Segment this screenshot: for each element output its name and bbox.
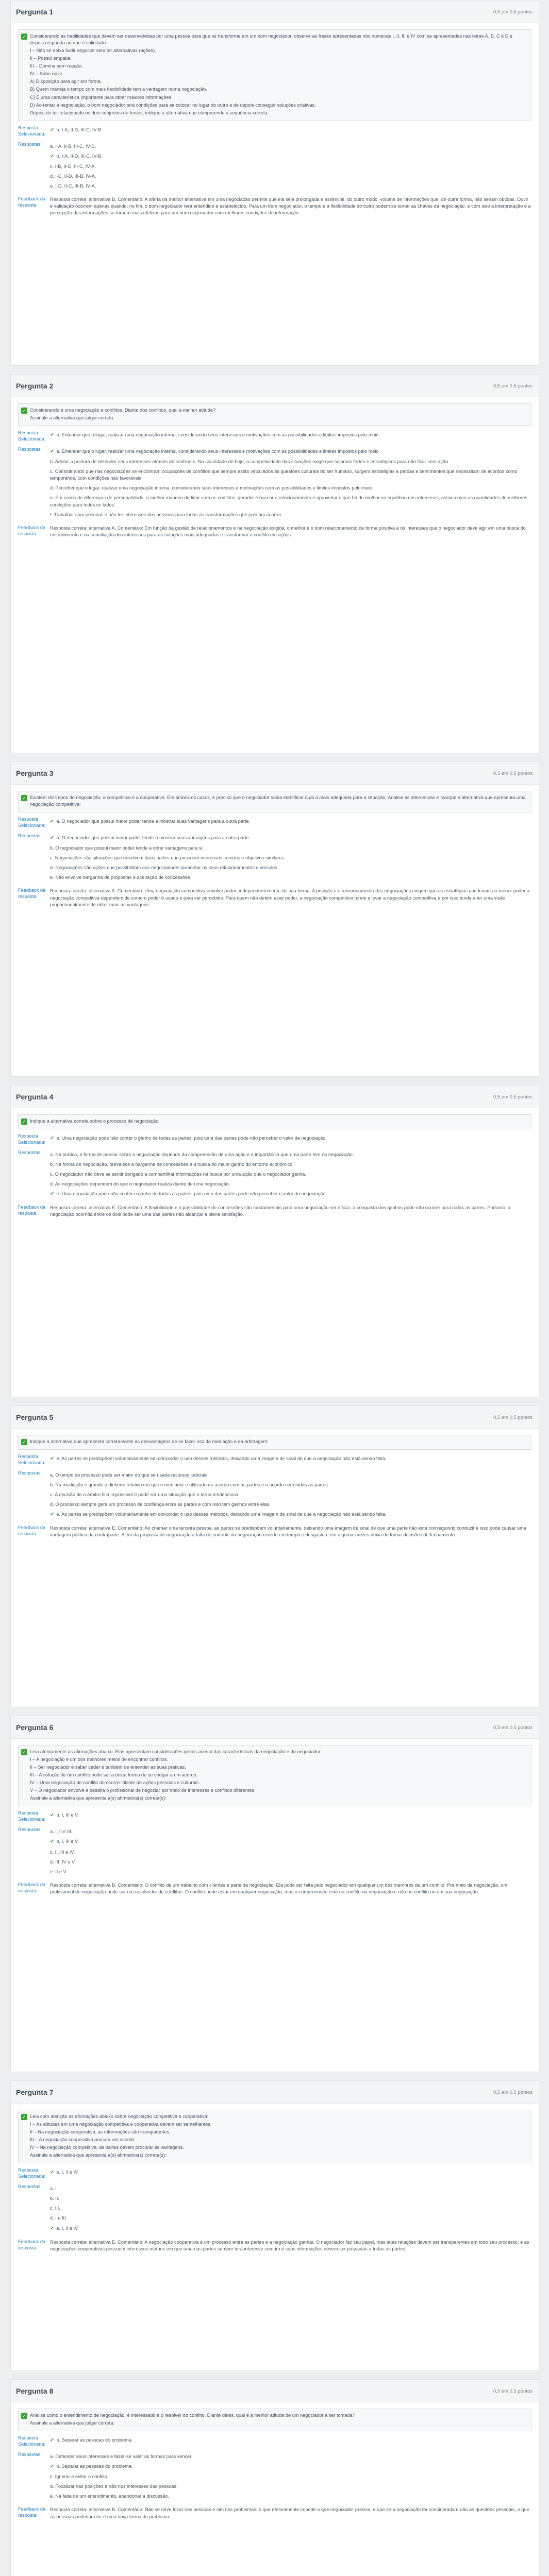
check-icon: ✔ [50,2464,55,2470]
statement-line: III – A negociação cooperativa procura um acordo. [30,2137,136,2143]
answer-option [50,181,531,191]
answer-option-text: c. III. [50,2206,60,2211]
selected-answer-label: Resposta Selecionada: [18,1454,46,1466]
question-header [11,2380,539,2402]
answer-option-text: c. Considerando que nas negociações se encontram ocupações de conflitos que sempre estão vinculados às questões culturais do ser humano, surgem estratégias a perdas e sentimentos que necessitam de acordos como temporários, com condições não favoráveis. [50,469,518,481]
selected-answer [50,1810,531,1821]
selected-answer-label: Resposta Selecionada: [18,430,46,442]
answer-option [50,510,531,520]
check-icon: ✔ [50,449,55,455]
selected-answer-label: Resposta Selecionada: [18,1133,46,1145]
feedback-label: Feedback da resposta: [18,1205,46,1216]
answer-option-text: e. I, II e IV. [56,2225,79,2231]
answer-option [50,447,531,457]
answer-option [50,1510,531,1520]
answer-option-text: b. Adotar a postura de defender seus interesses através do confronto. Na sociedade de hoje, a competividade das situações exige que sejamos fortes e estratégicos para não ficar sem ação. [50,459,450,465]
answer-option-text: b. O negociador que possui maior poder tende a obter vantagens para si. [50,845,204,851]
question-statement [18,2409,531,2431]
answer-option-text: b. II. [50,2196,59,2201]
check-icon: ✔ [50,1136,55,1142]
selected-answer-text: e. Uma negociação pode não conter o ganho de todas as partes, pois uma das partes pode não perceber o valor da negociação. [56,1136,327,1141]
question-card [10,761,539,1077]
answer-option [50,853,531,863]
feedback-label: Feedback da resposta: [18,2506,46,2518]
statement-line: Indique a alternativa correta sobre o processo de negociação. [30,1118,160,1124]
answer-option [50,1160,531,1170]
correct-check-icon: ✓ [21,1439,27,1445]
answer-option [50,162,531,172]
answer-option [50,1848,531,1857]
answer-option-text: d. As negociações dependem do que o negociador realiza diante de uma negociação. [50,1181,230,1187]
question-score: 0,5 em 0,5 pontos [493,383,533,389]
statement-line: C) É uma característica importante para obter maiores informações. [30,94,173,100]
correct-check-icon: ✓ [21,1749,27,1755]
feedback-label: Feedback da resposta: [18,2239,46,2250]
answer-option [50,2224,531,2234]
answer-option-text: a. Entender que o lugar, realizar uma negociação interna, considerando seus interesses e motivações com as possibilidades e limites impostos pelo meio. [56,449,380,454]
question-card [10,2379,539,2576]
answer-option-text: c. I-B, II-D, III-C, IV-A. [50,163,96,169]
question-score: 0,5 em 0,5 pontos [493,2090,533,2095]
answer-option-text: a. I-A, II-B, III-C, IV-D. [50,143,96,149]
answer-option [50,151,531,162]
answer-option-text: a. I, II e III. [50,1829,73,1835]
statement-line: Leia com atenção as afirmações abaixo sobre negociação competitiva e cooperativa: [30,2114,209,2119]
question-score: 0,5 em 0,5 pontos [493,9,533,15]
question-score: 0,5 em 0,5 pontos [493,2388,533,2394]
question-statement [18,2110,531,2163]
answer-option-text: e. Uma negociação pode não conter o ganho de todas as partes, pois uma das partes pode não perceber o valor da negociação. [56,1191,327,1197]
question-title: Pergunta 8 [16,2387,54,2395]
answer-option-text: b. I-A, II-D, III-C, IV-B. [56,153,103,159]
question-header [11,1086,539,1108]
answer-option [50,1867,531,1877]
question-card [10,1716,539,2072]
statement-line: B) Quem maneja o tempo com mais flexibilidade tem a vantagem numa negociação. [30,87,207,92]
statement-line: Assinale a alternativa que julgar correta: [30,415,114,421]
question-title: Pergunta 5 [16,1413,54,1421]
question-header [11,2081,539,2104]
answer-option [50,2204,531,2213]
statement-line: III – A solução de um conflito pode ser a única forma de se chegar a um acordo. [30,1772,198,1778]
answer-option [50,2213,531,2223]
statement-line: A) Disposição para agir em forma. [30,79,102,84]
answer-option-text: c. O negociador não deve se sentir obrigado a compartilhar informações na busca por uma ação que o negociador ganha. [50,1172,306,1177]
check-icon: ✔ [50,819,55,825]
question-title: Pergunta 3 [16,769,54,777]
selected-answer-text: b. I-A, II-D, III-C, IV-B. [56,127,103,132]
answer-option [50,863,531,873]
statement-line: IV – Uma negociação de conflito de ocorrer diante de ações pessoais e culturais. [30,1780,200,1786]
statement-line: Assinale a alternativa que julgar correta: [30,2420,114,2426]
answer-option-text: c. Ignorar e evitar o conflito. [50,2474,109,2480]
statement-line: III – Domina sem reação. [30,63,83,69]
selected-answer-label: Resposta Selecionada: [18,2167,46,2179]
check-icon: ✔ [50,2437,55,2444]
statement-line: Considerando as habilidades que devem ser desenvolvidas por uma pessoa para que se transforme em um bom negociador, observe as frases apresentadas nos numerais I, II, III e IV com as apresentadas nas letras A, B, C e D e depois responda ao que é solicitado: [30,33,513,46]
selected-answer-label: Resposta Selecionada: [18,817,46,828]
statement-line: IV – Sabe ouvir. [30,71,63,77]
question-score: 0,5 em 0,5 pontos [493,1415,533,1420]
feedback-text: Resposta correta: alternativa E. Comentário: Ao chamar uma terceira pessoa, as partes se predispõem voluntariamente, deixando uma imagem de sinal de que uma parte não está conseguindo conduzir e isso pode causar uma vantagem política da contraparte. Além da proposta de negociação a falta de controle da negociação reverte em tempo e desgaste e em algumas vezes deixa de tomar decisões de fechamento. [50,1526,526,1538]
statement-line: Depois de ter relacionado os dois conjuntos de frases, indique a alternativa que compreende a sequência correta: [30,110,269,115]
selected-answer [50,2435,531,2446]
statement-line: I – As atitudes em uma negociação competitiva e cooperativa devem ser semelhantes. [30,2122,212,2127]
feedback-label: Feedback da resposta: [18,524,46,536]
statement-line: IV – Na negociação competitiva, as partes devem procurar as vantagens. [30,2145,184,2150]
answer-option-text: e. As partes se predispõem voluntariamente em concordar o uso desses métodos, deixando uma imagem de sinal de que a negociação não está sendo feita. [56,1512,387,1517]
question-score: 0,5 em 0,5 pontos [493,771,533,776]
answer-option-text: d. I e III. [50,2215,68,2221]
answer-option [50,467,531,483]
statement-line: Indique a alternativa que apresenta corretamente as desvantagens de se fazer uso da mediação e da arbitragem: [30,1439,269,1444]
answer-option [50,2482,531,2492]
statement-line: Assinale a alternativa que apresenta a(s) afirmativa(s) correta(s): [30,2153,167,2158]
answer-option [50,1490,531,1500]
feedback-text: Resposta correta: alternativa B. Comentário: O conflito de um trabalho com clientes é parte da negociação. Ela pode ser feita pelo negociador em qualquer um dos membros de um conflito. Por meio da negociação, um profissional de negociação pode ser um resolvedor de conflitos. O conflito pode estar em qualquer negociação, mas a compreensão está no conflito da negociação e não no conflito ou em sua negociação. [50,1882,508,1894]
question-statement [18,1114,531,1129]
question-statement [18,29,531,121]
answers-label: Respostas: [18,2184,42,2190]
answers-label: Respostas: [18,1470,42,1476]
answer-option [50,873,531,883]
answer-option [50,2452,531,2462]
feedback-text: Resposta correta: alternativa E. Comentário: A negociação cooperativa é um processo entre as partes e a negociação ganhar. O negociador faz seu papel, mas suas relações devem ser transparentes em todo seu processo, e as negociações cooperativas possuem interesses mútuos em que uma das partes sempre terá interesse comum e suas informações devem ser passadas a todas as partes. [50,2239,529,2251]
answer-option [50,1189,531,1199]
statement-line: II – Ser negociador é saber ceder e também de entender as suas práticas. [30,1765,186,1770]
answer-option [50,142,531,151]
selected-answer-text: e. I, II e IV. [56,2170,79,2175]
question-header [11,1,539,23]
answers-label: Respostas: [18,2452,42,2458]
answers-label: Respostas: [18,141,42,147]
question-card [10,0,539,366]
answer-option-text: e. I-D, II-C, III-B, IV-A. [50,183,96,189]
selected-answer-label: Resposta Selecionada: [18,2435,46,2447]
answer-option [50,1150,531,1160]
answer-option-text: d. III, IV e V. [50,1859,76,1865]
answer-option-text: a. Na prática, a forma de pensar sobre a negociação depende da compreensão de uma ação e a importância que uma parte tem na negociação. [50,1151,354,1157]
answers-label: Respostas: [18,447,42,452]
selected-answer [50,2167,531,2178]
question-statement [18,1745,531,1806]
check-icon: ✔ [50,1812,55,1819]
statement-line: I – Não se deixa iludir negociar sem ter alternativas (ações). [30,48,156,54]
correct-check-icon: ✓ [21,1118,27,1125]
answer-option [50,843,531,853]
answer-option [50,1837,531,1847]
feedback-text: Resposta correta: alternativa A. Comentário: Em função da gestão de relacionamentos e na negociação exigida, o melhor é o bom relacionamento de forma positiva e os interesses que o negociador deve agir em uma busca do entendimento e na conciliação dos interesses para as soluções mais adequadas e transformar o conflito em ações. [50,525,526,537]
question-card [10,374,539,753]
answer-option [50,172,531,181]
selected-answer-label: Resposta Selecionada: [18,1810,46,1822]
correct-check-icon: ✓ [21,2114,27,2120]
answers-label: Respostas: [18,833,42,839]
answer-option-text: a. O negociador que possui maior poder tende a mostrar suas vantagens para a outra parte. [56,835,251,841]
answer-option-text: b. Separar as pessoas do problema. [56,2464,133,2469]
question-score: 0,5 em 0,5 pontos [493,1725,533,1731]
answer-option-text: d. Perceber que o lugar, realizar uma negociação interna, considerando seus interesses e motivações com as possibilidades e limites impostos pelo meio. [50,485,374,491]
answer-option [50,1827,531,1837]
correct-check-icon: ✓ [21,795,27,801]
answer-option [50,1170,531,1179]
question-title: Pergunta 6 [16,1723,54,1732]
statement-line: Assinale a alternativa que apresenta a(s) afirmativa(s) correta(s): [30,1795,167,1801]
question-card [10,2080,539,2371]
statement-line: Considerando a uma negociação e conflitos. Diante dos conflitos, qual a melhor atitude? [30,408,216,413]
feedback-label: Feedback da resposta: [18,1525,46,1537]
selected-answer-text: b. I, III e V. [56,1812,79,1818]
answer-option [50,833,531,843]
question-title: Pergunta 4 [16,1093,54,1101]
answer-option-text: e. Na falta de um entendimento, abandonar a discussão. [50,2494,169,2499]
statement-line: I – A negociação é um dos melhores meios de encontrar conflitos. [30,1757,169,1762]
answer-option [50,2184,531,2194]
question-statement [18,1435,531,1450]
answer-option-text: e. Não envolve barganha de propostas e aceitação de concessões. [50,875,192,880]
statement-line: V – O negociador envolve e desafia o profissional de negociar por meio de interesses e conflitos diferentes. [30,1788,256,1793]
selected-answer-text: e. As partes se predispõem voluntariamente em concordar o uso desses métodos, deixando uma imagem de sinal de que a negociação não está sendo feita. [56,1456,387,1462]
answer-option-text: d. O processo sempre gera um processo de confiança entre as partes e com isso tem ganhos entre elas. [50,1502,271,1507]
answer-option [50,2492,531,2501]
check-icon: ✔ [50,1839,55,1845]
question-header [11,1406,539,1429]
feedback-text: Resposta correta: alternativa B. Comentário: A oferta da melhor alternativa em uma negociação permite que ela seja prolongada e essencial, do outro modo, volume de informações que, de outra forma, não seriam obtidas. Ouvir e validação ocorrem apenas quando, no fim, o bom negociador terá entendido e estabelecido. Para um bom negociador, o tempo e a flexibilidade do outro podem se tornar as chaves da negociação, e com isso a interpretação e a percepção das informações se tornam mais efetivas para um bom negociador com melhores condições de informação. [50,197,531,216]
selected-answer-text: a. Entender que o lugar, realizar uma negociação interna, considerando seus interesses e motivações com as possibilidades e limites impostos pelo meio. [56,432,380,438]
feedback-text: Resposta correta: alternativa A. Comentário: Uma negociação competitiva envolve poder, independentemente de sua forma. A posição e o relacionamento das negociações exigem que as estratégias que levam ao menor poder a negociação competitiva dependem de como o poder é usado e para ser percebido. Para quem não detém esse poder, a negociação competitiva tende a levar a negociação competitiva e por isso tende a ter uma visão proporcionalmente de obter mais as vantagens. [50,888,530,907]
answer-option [50,493,531,510]
answer-option-text: b. Na mediação é grande o dinheiro relativo em que o mediador é utilizado de acordo com as partes e o acordo com todas as partes. [50,1482,329,1488]
answer-option [50,1470,531,1480]
answer-option-text: e. Em casos de diferenças de personalidade, a melhor maneira de lidar com os conflitos, gerador é buscar o relacionamento e aproveitar o que há de melhor no equilíbrio dos interesses, assim como as quantidades de melhores condições para todos os lados. [50,495,527,507]
correct-check-icon: ✓ [21,2413,27,2419]
selected-answer [50,125,531,135]
correct-check-icon: ✓ [21,408,27,414]
feedback-label: Feedback da resposta: [18,888,46,900]
answer-option-text: c. II, III e IV. [50,1849,75,1855]
check-icon: ✔ [50,2225,55,2231]
answer-option-text: a. I. [50,2186,58,2192]
question-card [10,1085,539,1397]
answer-option [50,1480,531,1490]
selected-answer [50,430,531,440]
answer-option [50,2472,531,2482]
answer-option [50,1179,531,1189]
question-header [11,762,539,785]
answer-option-text: b. Na forma de negociação, prevalece a barganha de concessões e a busca do maior ganho do entorno econômico. [50,1162,294,1167]
answer-option-text: c. A decisão de o árbitro fica impossível e pode ser uma situação que o torna tendenciosa. [50,1492,240,1498]
selected-answer-text: b. Separar as pessoas do problema. [56,2437,133,2443]
answer-option-text: a. Defender seus interesses e fazer-se valer as formas para vencer. [50,2454,193,2460]
feedback-label: Feedback da resposta: [18,196,46,208]
check-icon: ✔ [50,1456,55,1462]
answer-option [50,457,531,467]
selected-answer [50,817,531,827]
statement-line: Leia atentamente as afirmações abaixo. Elas apresentam considerações gerais acerca das características da negociação e do negociador: [30,1749,322,1754]
check-icon: ✔ [50,432,55,438]
question-card [10,1405,539,1707]
correct-check-icon: ✓ [21,33,27,40]
answer-option [50,1857,531,1867]
selected-answer-label: Resposta Selecionada: [18,125,46,137]
statement-line: Existem dois tipos de negociação, a competitiva e a cooperativa. Em ambos os casos, é preciso que o negociador saiba identificar qual a mais adequada para a situação. Analise as alternativas e marque a alternativa que apresenta uma negociação competitiva: [30,795,526,807]
statement-line: D) Ao tentar a negociação, o bom negociador terá condições para se colocar no lugar do outro e de depois conseguir soluções criativas. [30,102,316,108]
answers-label: Respostas: [18,1149,42,1155]
question-title: Pergunta 7 [16,2088,54,2096]
statement-line: Analise como o entendimento de negociação, é interessado e o resolver do conflito. Diante deles, qual é a melhor atitude de um negociador a ser tomada? [30,2413,355,2418]
feedback-text: Resposta correta: alternativa E. Comentário: A flexibilidade e a possibilidade de concessões são fundamentais para uma negociação ser eficaz, a conquista dos ganhos pode não ocorrer para todas as partes. Portanto, a negociação ocorrida entre os dois pode ser uma das partes não alcançar a plena satisfação. [50,1205,511,1217]
check-icon: ✔ [50,1512,55,1518]
question-title: Pergunta 1 [16,8,54,16]
answer-option [50,483,531,493]
answer-option-text: e. II e V. [50,1869,68,1874]
answer-option [50,2462,531,2472]
answer-option-text: d. Negociações são ações que possibilitam aos negociadores aumentar os seus relacionamentos e vínculos. [50,865,279,871]
answer-option-text: c. Negociações são situações que envolvem duas partes que possuem interesses comuns e objetivos similares. [50,855,286,861]
check-icon: ✔ [50,835,55,841]
selected-answer [50,1133,531,1144]
feedback-label: Feedback da resposta: [18,1882,46,1893]
check-icon: ✔ [50,2170,55,2176]
question-statement [18,403,531,426]
selected-answer [50,1454,531,1464]
feedback-text: Resposta correta: alternativa B. Comentário: Não se deve focar nas pessoas e sim nos problemas, o que efetivamente impede o que negociador precisa, e que se a negociação for considerada e não as questões pessoais, o que as pessoas poderiam ter é uma nova forma de problema. [50,2507,529,2519]
question-header [11,375,539,397]
question-title: Pergunta 2 [16,382,54,390]
answer-option-text: d. Focalizar nas posições e não nos interesses das pessoas. [50,2484,178,2489]
check-icon: ✔ [50,153,55,159]
answer-option-text: f. Trabalhar com pessoas e não ter interesses dos pessoas para todas as transformações que possam ocorrer. [50,512,282,517]
answer-option-text: b. I, III e V. [56,1839,79,1844]
statement-line: II – Possui empatia. [30,56,72,61]
answers-label: Respostas: [18,1827,42,1833]
question-statement [18,791,531,812]
question-score: 0,5 em 0,5 pontos [493,1094,533,1100]
statement-line: II – Na negociação cooperativa, as informações são transparentes. [30,2129,171,2135]
question-header [11,1716,539,1739]
selected-answer-text: a. O negociador que possui maior poder tende a mostrar suas vantagens para a outra parte. [56,819,251,824]
check-icon: ✔ [50,1191,55,1197]
answer-option-text: a. O tempo do processo pode ser maior do que se usada recursos judiciais. [50,1472,209,1478]
check-icon: ✔ [50,127,55,133]
answer-option [50,2194,531,2204]
answer-option [50,1500,531,1510]
answer-option-text: d. I-C, II-D, III-B, IV-A. [50,173,96,179]
